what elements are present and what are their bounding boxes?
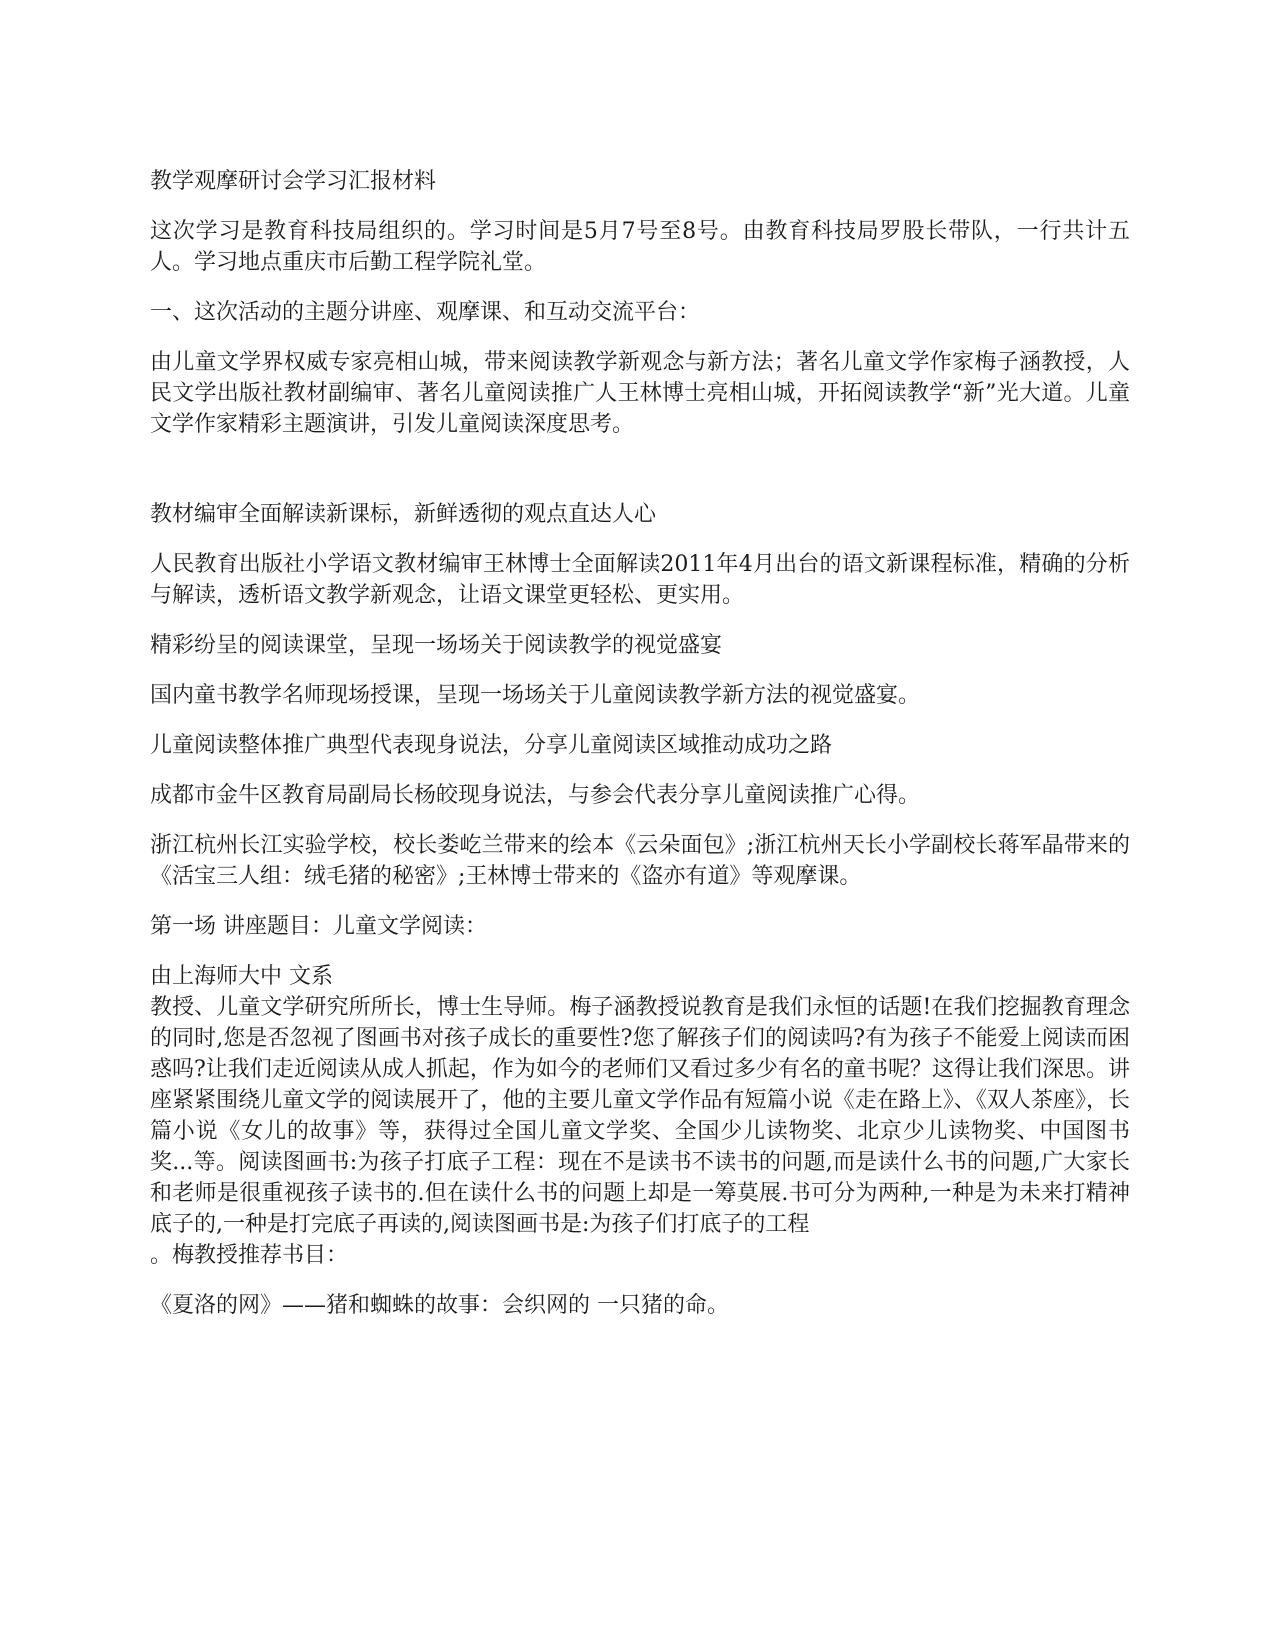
document-title: 教学观摩研讨会学习汇报材料 [150, 169, 437, 194]
paragraph-recommended-book: 《夏洛的网》——猪和蜘蛛的故事：会织网的 一只猪的命。 [150, 1293, 729, 1318]
heading-new-curriculum: 教材编审全面解读新课标，新鲜透彻的观点直达人心 [150, 502, 657, 527]
paragraph-study-info: 这次学习是教育科技局组织的。学习时间是5月7号至8号。由教育科技局罗股长带队，一行共计五人。学习地点重庆市后勤工程学院礼堂。 [150, 219, 1130, 275]
heading-reading-promotion: 儿童阅读整体推广典型代表现身说法，分享儿童阅读区域推动成功之路 [150, 733, 833, 758]
heading-reading-classes: 精彩纷呈的阅读课堂，呈现一场场关于阅读教学的视觉盛宴 [150, 633, 723, 658]
paragraph-observation-classes: 浙江杭州长江实验学校，校长娄屹兰带来的绘本《云朵面包》;浙江杭州天长小学副校长蒋军晶带来的《活宝三人组：绒毛猪的秘密》;王林博士带来的《盗亦有道》等观摩课。 [150, 833, 1130, 889]
document-page [150, 166, 1130, 1340]
paragraph-experts: 由儿童文学界权威专家亮相山城，带来阅读教学新观念与新方法；著名儿童文学作家梅子涵教授，人民文学出版社教材副编审、著名儿童阅读推广人王林博士亮相山城，开拓阅读教学“新”光大道。儿童文学作家精彩主题演讲，引发儿童阅读深度思考。 [150, 350, 1130, 437]
heading-first-lecture: 第一场 讲座题目：儿童文学阅读： [150, 914, 487, 939]
paragraph-curriculum-interpretation: 人民教育出版社小学语文教材编审王林博士全面解读2011年4月出台的语文新课程标准，精确的分析与解读，透析语文教学新观念，让语文课堂更轻松、更实用。 [150, 552, 1130, 608]
paragraph-activity-theme: 一、这次活动的主题分讲座、观摩课、和互动交流平台： [150, 300, 701, 325]
paragraph-lecture-content: 由上海师大中 文系 教授、儿童文学研究所所长，博士生导师。梅子涵教授说教育是我们永恒的话题!在我们挖掘教育理念的同时,您是否忽视了图画书对孩子成长的重要性?您了解孩子们的阅读吗?有为孩子不能爱上阅读而困惑吗?让我们走近阅读从成人抓起，作为如今的老师们又看过多少有名的童书呢？这得让我们深思。讲座紧紧围绕儿童文学的阅读展开了，他的主要儿童文学作品有短篇小说《走在路上》、《双人茶座》，长篇小说《女儿的故事》等，获得过全国儿童文学奖、全国少儿读物奖、北京少儿读物奖、中国图书奖...等。阅读图画书:为孩子打底子工程：现在不是读书不读书的问题,而是读什么书的问题,广大家长和老师是很重视孩子读书的.但在读什么书的问题上却是一筹莫展.书可分为两种,一种是为未来打精神底子的,一种是打完底子再读的,阅读图画书是:为孩子们打底子的工程 。梅教授推荐书目： [150, 964, 1130, 1268]
paragraph-jinniu-sharing: 成都市金牛区教育局副局长杨皎现身说法，与参会代表分享儿童阅读推广心得。 [150, 783, 921, 808]
paragraph-demo-teaching: 国内童书教学名师现场授课，呈现一场场关于儿童阅读教学新方法的视觉盛宴。 [150, 683, 921, 708]
section-gap [150, 459, 1130, 499]
